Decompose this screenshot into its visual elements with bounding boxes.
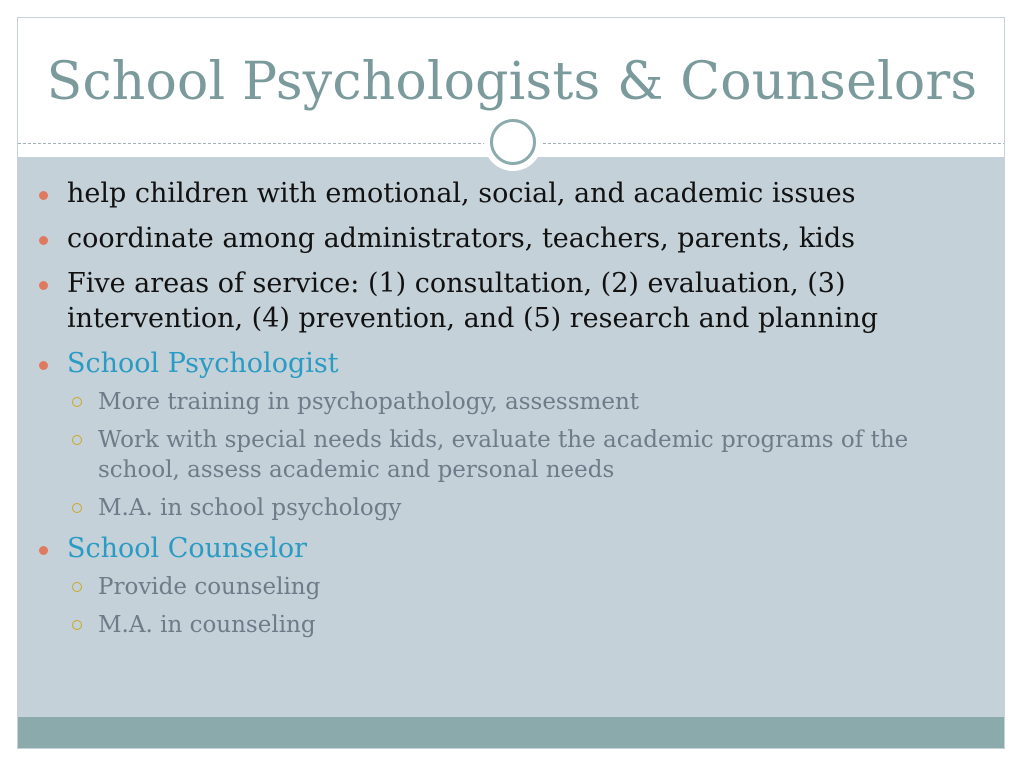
sub-bullet-text: M.A. in school psychology <box>98 495 402 521</box>
hollow-circle-bullet-icon <box>72 397 82 407</box>
hollow-circle-bullet-icon <box>72 435 82 445</box>
sub-bullet-item <box>34 387 974 417</box>
hollow-circle-bullet-icon <box>72 620 82 630</box>
bullet-list <box>34 176 974 648</box>
sub-bullet-item <box>34 610 974 640</box>
ring-icon <box>490 119 536 165</box>
bullet-heading-school-psychologist <box>34 346 974 381</box>
sub-bullet-item <box>34 425 974 485</box>
sub-bullet-item <box>34 572 974 602</box>
bullet-dot-icon <box>39 236 48 245</box>
hollow-circle-bullet-icon <box>72 503 82 513</box>
bullet-heading-text: School Psychologist <box>67 348 339 379</box>
bullet-dot-icon <box>39 361 48 370</box>
divider-circle-ornament <box>484 113 542 171</box>
sub-bullet-list-psychologist <box>34 387 974 523</box>
sub-bullet-item <box>34 493 974 523</box>
slide-title: School Psychologists & Counselors <box>46 52 978 112</box>
bullet-text: help children with emotional, social, and academic issues <box>67 178 856 209</box>
hollow-circle-bullet-icon <box>72 582 82 592</box>
bullet-text: Five areas of service: (1) consultation, (2) evaluation, (3) intervention, (4) prevention, and (5) research and planning <box>67 268 879 334</box>
bullet-heading-text: School Counselor <box>67 533 308 564</box>
bullet-item <box>34 176 974 211</box>
sub-bullet-list-counselor <box>34 572 974 640</box>
bullet-text: coordinate among administrators, teachers, parents, kids <box>67 223 855 254</box>
bullet-dot-icon <box>39 191 48 200</box>
bullet-item <box>34 221 974 256</box>
bullet-heading-school-counselor <box>34 531 974 566</box>
sub-bullet-text: Work with special needs kids, evaluate the academic programs of the school, assess academic and personal needs <box>98 427 909 483</box>
bullet-item <box>34 266 974 336</box>
sub-bullet-text: Provide counseling <box>98 574 321 600</box>
sub-bullet-text: M.A. in counseling <box>98 612 316 638</box>
sub-bullet-text: More training in psychopathology, assessment <box>98 389 640 415</box>
bullet-dot-icon <box>39 281 48 290</box>
footer-band <box>18 717 1005 749</box>
bullet-dot-icon <box>39 546 48 555</box>
